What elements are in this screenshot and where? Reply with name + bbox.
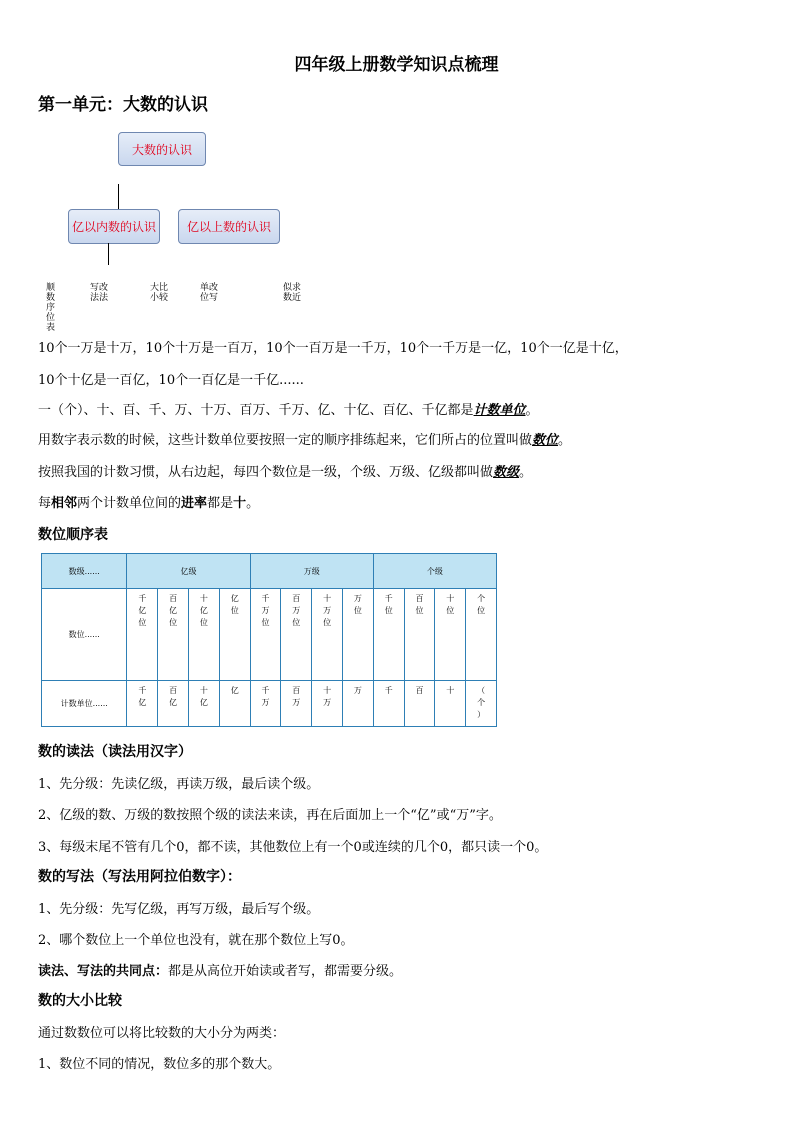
place-cell: 百 万 位 bbox=[281, 589, 312, 681]
place-cell: 十 位 bbox=[435, 589, 466, 681]
reading-rule: 2、亿级的数、万级的数按照个级的读法来读，再在后面加上一个“亿”或“万”字。 bbox=[38, 808, 502, 823]
unit-cell: 百 bbox=[404, 681, 435, 727]
place-cell: 十 万 位 bbox=[312, 589, 343, 681]
unit-cell: 百 亿 bbox=[158, 681, 189, 727]
paragraph-counting-cont: 10个十亿是一百亿，10个一百亿是一千亿...... bbox=[38, 373, 304, 388]
common-points: 读法、写法的共同点：都是从高位开始读或者写，都需要分级。 bbox=[38, 964, 403, 979]
paragraph-place: 用数字表示数的时候，这些计数单位要按照一定的顺序排练起来，它们所占的位置叫做数位。 bbox=[38, 433, 572, 448]
row-label-unit: 计数单位...... bbox=[42, 681, 127, 727]
place-cell: 亿 位 bbox=[219, 589, 250, 681]
diagram-leaf: 似求数近 bbox=[283, 283, 302, 303]
unit-cell: 千 万 bbox=[250, 681, 281, 727]
paragraph-counting: 10个一万是十万，10个十万是一百万，10个一百万是一千万，10个一千万是一亿，10个一亿是十亿， bbox=[38, 341, 628, 356]
level-row bbox=[42, 554, 497, 589]
level-wan: 万级 bbox=[250, 554, 373, 589]
place-row bbox=[42, 589, 497, 681]
unit-cell: 万 bbox=[343, 681, 374, 727]
place-value-table bbox=[41, 553, 497, 727]
paragraph-units: 一（个）、十、百、千、万、十万、百万、千万、亿、十亿、百亿、千亿都是计数单位。 bbox=[38, 403, 539, 418]
reading-rule: 3、每级末尾不管有几个0，都不读，其他数位上有一个0或连续的几个0，都只读一个0。 bbox=[38, 840, 548, 855]
place-cell: 十 亿 位 bbox=[189, 589, 220, 681]
writing-heading: 数的写法（写法用阿拉伯数字）： bbox=[38, 869, 241, 885]
diagram-leaf: 顺数序位表 bbox=[46, 283, 56, 333]
place-cell: 个 位 bbox=[466, 589, 497, 681]
unit-cell: 千 bbox=[373, 681, 404, 727]
unit-cell: 百 万 bbox=[281, 681, 312, 727]
diagram-leaf: 写改法法 bbox=[90, 283, 109, 303]
place-cell: 百 位 bbox=[404, 589, 435, 681]
unit-cell: （ 个 ） bbox=[466, 681, 497, 727]
table-heading: 数位顺序表 bbox=[38, 527, 108, 543]
diagram-root-node: 大数的认识 bbox=[118, 132, 206, 166]
unit-cell: 十 万 bbox=[312, 681, 343, 727]
writing-rule: 1、先分级：先写亿级，再写万级，最后写个级。 bbox=[38, 902, 320, 917]
connector-line bbox=[108, 243, 109, 265]
place-cell: 千 位 bbox=[373, 589, 404, 681]
unit-heading: 第一单元：大数的认识 bbox=[38, 95, 208, 115]
place-cell: 百 亿 位 bbox=[158, 589, 189, 681]
level-ge: 个级 bbox=[373, 554, 496, 589]
diagram-leaf: 大比小较 bbox=[150, 283, 169, 303]
diagram-leaf: 单改位写 bbox=[200, 283, 219, 303]
connector-line bbox=[118, 184, 119, 210]
diagram-node-within-yi: 亿以内数的认识 bbox=[68, 209, 160, 244]
diagram-node-above-yi: 亿以上数的认识 bbox=[178, 209, 280, 244]
paragraph-rate: 每相邻两个计数单位间的进率都是十。 bbox=[38, 496, 260, 511]
row-label-place: 数位...... bbox=[42, 589, 127, 681]
compare-intro: 通过数数位可以将比较数的大小分为两类： bbox=[38, 1026, 286, 1041]
unit-cell: 亿 bbox=[219, 681, 250, 727]
term-place: 数位 bbox=[532, 433, 559, 448]
term-level: 数级 bbox=[493, 465, 520, 480]
reading-rule: 1、先分级：先读亿级，再读万级，最后读个级。 bbox=[38, 777, 320, 792]
unit-cell: 十 bbox=[435, 681, 466, 727]
compare-rule: 1、数位不同的情况，数位多的那个数大。 bbox=[38, 1057, 281, 1072]
writing-rule: 2、哪个数位上一个单位也没有，就在那个数位上写0。 bbox=[38, 933, 354, 948]
place-cell: 千 亿 位 bbox=[127, 589, 158, 681]
place-cell: 万 位 bbox=[343, 589, 374, 681]
unit-row bbox=[42, 681, 497, 727]
unit-cell: 千 亿 bbox=[127, 681, 158, 727]
compare-heading: 数的大小比较 bbox=[38, 993, 122, 1009]
place-cell: 千 万 位 bbox=[250, 589, 281, 681]
paragraph-level: 按照我国的计数习惯，从右边起，每四个数位是一级，个级、万级、亿级都叫做数级。 bbox=[38, 465, 533, 480]
reading-heading: 数的读法（读法用汉字） bbox=[38, 744, 192, 760]
term-counting-unit: 计数单位 bbox=[473, 403, 526, 418]
level-yi: 亿级 bbox=[127, 554, 250, 589]
unit-cell: 十 亿 bbox=[189, 681, 220, 727]
row-label-level: 数级...... bbox=[42, 554, 127, 589]
document-title: 四年级上册数学知识点梳理 bbox=[294, 55, 499, 75]
